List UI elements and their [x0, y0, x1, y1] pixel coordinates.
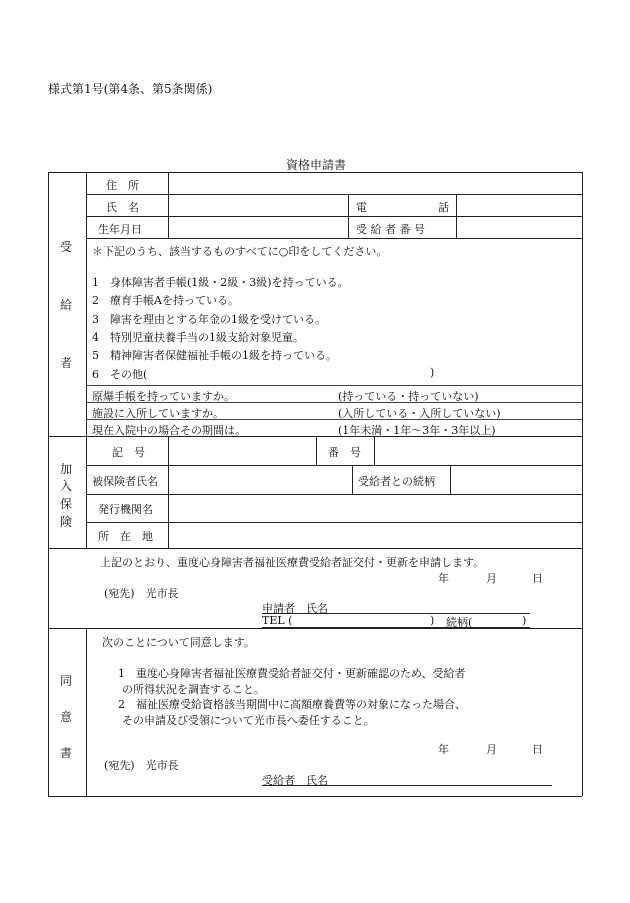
consent-month: 月 — [486, 743, 497, 756]
relationship-label: 受給者との続柄 — [358, 475, 435, 488]
recipient-side-label-1: 受 — [60, 240, 73, 254]
consent-side-label-1: 同 — [60, 674, 73, 688]
application-statement: 上記のとおり、重度心身障害者福祉医療費受給者証交付・更新を申請します。 — [100, 556, 485, 569]
list-item: 5 精神障害者保健福祉手帳の1級を持っている。 — [92, 349, 337, 362]
insurance-side-label-2: 入 — [60, 479, 73, 493]
relation-label: 続柄( — [446, 616, 473, 629]
recipient-side-label-2: 給 — [60, 298, 73, 312]
consent-item-2-line-1: 2 福祉医療受給資格該当期間中に高額療養費等の対象になった場合、 — [118, 698, 466, 711]
consent-item-1-line-2: の所得状況を調査すること。 — [122, 683, 265, 696]
recipient-number-label: 受 給 者 番 号 — [356, 223, 425, 236]
applicant-name-label: 申請者 氏名 — [262, 602, 328, 615]
answer-hospital: (1年未満・1年～3年・3年以上) — [338, 424, 496, 437]
insured-name-label: 被保険者氏名 — [92, 475, 158, 488]
birthdate-label: 生年月日 — [98, 223, 142, 236]
insurance-side-label-4: 険 — [60, 515, 73, 529]
recipient-name-label: 受給者 氏名 — [262, 774, 328, 787]
consent-side-label-2: 意 — [60, 710, 73, 724]
consent-addressee: (宛先) 光市長 — [104, 759, 179, 772]
consent-year: 年 — [438, 743, 449, 756]
list-item: 6 その他( — [92, 368, 148, 381]
list-item: 3 障害を理由とする年金の1級を受けている。 — [92, 313, 326, 326]
answer-atomic-bomb: (持っている・持っていない) — [338, 390, 479, 403]
application-addressee: (宛先) 光市長 — [104, 587, 179, 600]
number-label: 番 号 — [328, 446, 361, 459]
issuer-label: 発行機関名 — [98, 503, 153, 516]
consent-day: 日 — [532, 743, 543, 756]
list-item: 4 特別児童扶養手当の1級支給対象児童。 — [92, 331, 304, 344]
consent-side-label-3: 書 — [60, 746, 73, 760]
form-number: 様式第1号(第4条、第5条関係) — [48, 82, 213, 96]
document-title: 資格申請書 — [286, 158, 347, 172]
symbol-label: 記 号 — [112, 446, 145, 459]
tel-label: TEL ( — [262, 614, 293, 627]
question-atomic-bomb: 原爆手帳を持っていますか。 — [92, 390, 235, 403]
phone-label-left: 電 — [356, 201, 367, 214]
phone-label-right: 話 — [438, 201, 449, 214]
tel-close-paren: ) — [430, 614, 435, 627]
address-label: 住 所 — [106, 179, 139, 192]
location-label: 所 在 地 — [98, 530, 153, 543]
name-label: 氏 名 — [106, 201, 139, 214]
consent-intro: 次のことについて同意します。 — [102, 636, 255, 649]
list-item: 1 身体障害者手帳(1級・2級・3級)を持っている。 — [92, 276, 349, 289]
consent-item-2-line-2: その申請及び受領について光市長へ委任すること。 — [122, 714, 375, 727]
application-year: 年 — [438, 572, 449, 585]
question-facility: 施設に入所していますか。 — [92, 407, 224, 420]
list-item: 2 療育手帳Aを持っている。 — [92, 294, 239, 307]
application-day: 日 — [532, 572, 543, 585]
insurance-side-label-1: 加 — [60, 462, 73, 476]
application-month: 月 — [486, 572, 497, 585]
consent-item-1-line-1: 1 重度心身障害者福祉医療費受給者証交付・更新確認のため、受給者 — [118, 667, 466, 680]
recipient-side-label-3: 者 — [60, 356, 73, 370]
question-hospital: 現在入院中の場合その期間は。 — [92, 424, 246, 437]
other-close-paren: ) — [430, 366, 435, 379]
instruction-text: ＊下記のうち、該当するものすべてに○印をしてください。 — [92, 245, 388, 258]
answer-facility: (入所している・入所していない) — [338, 407, 501, 420]
insurance-side-label-3: 保 — [60, 497, 73, 511]
relation-close-paren: ) — [522, 614, 527, 627]
